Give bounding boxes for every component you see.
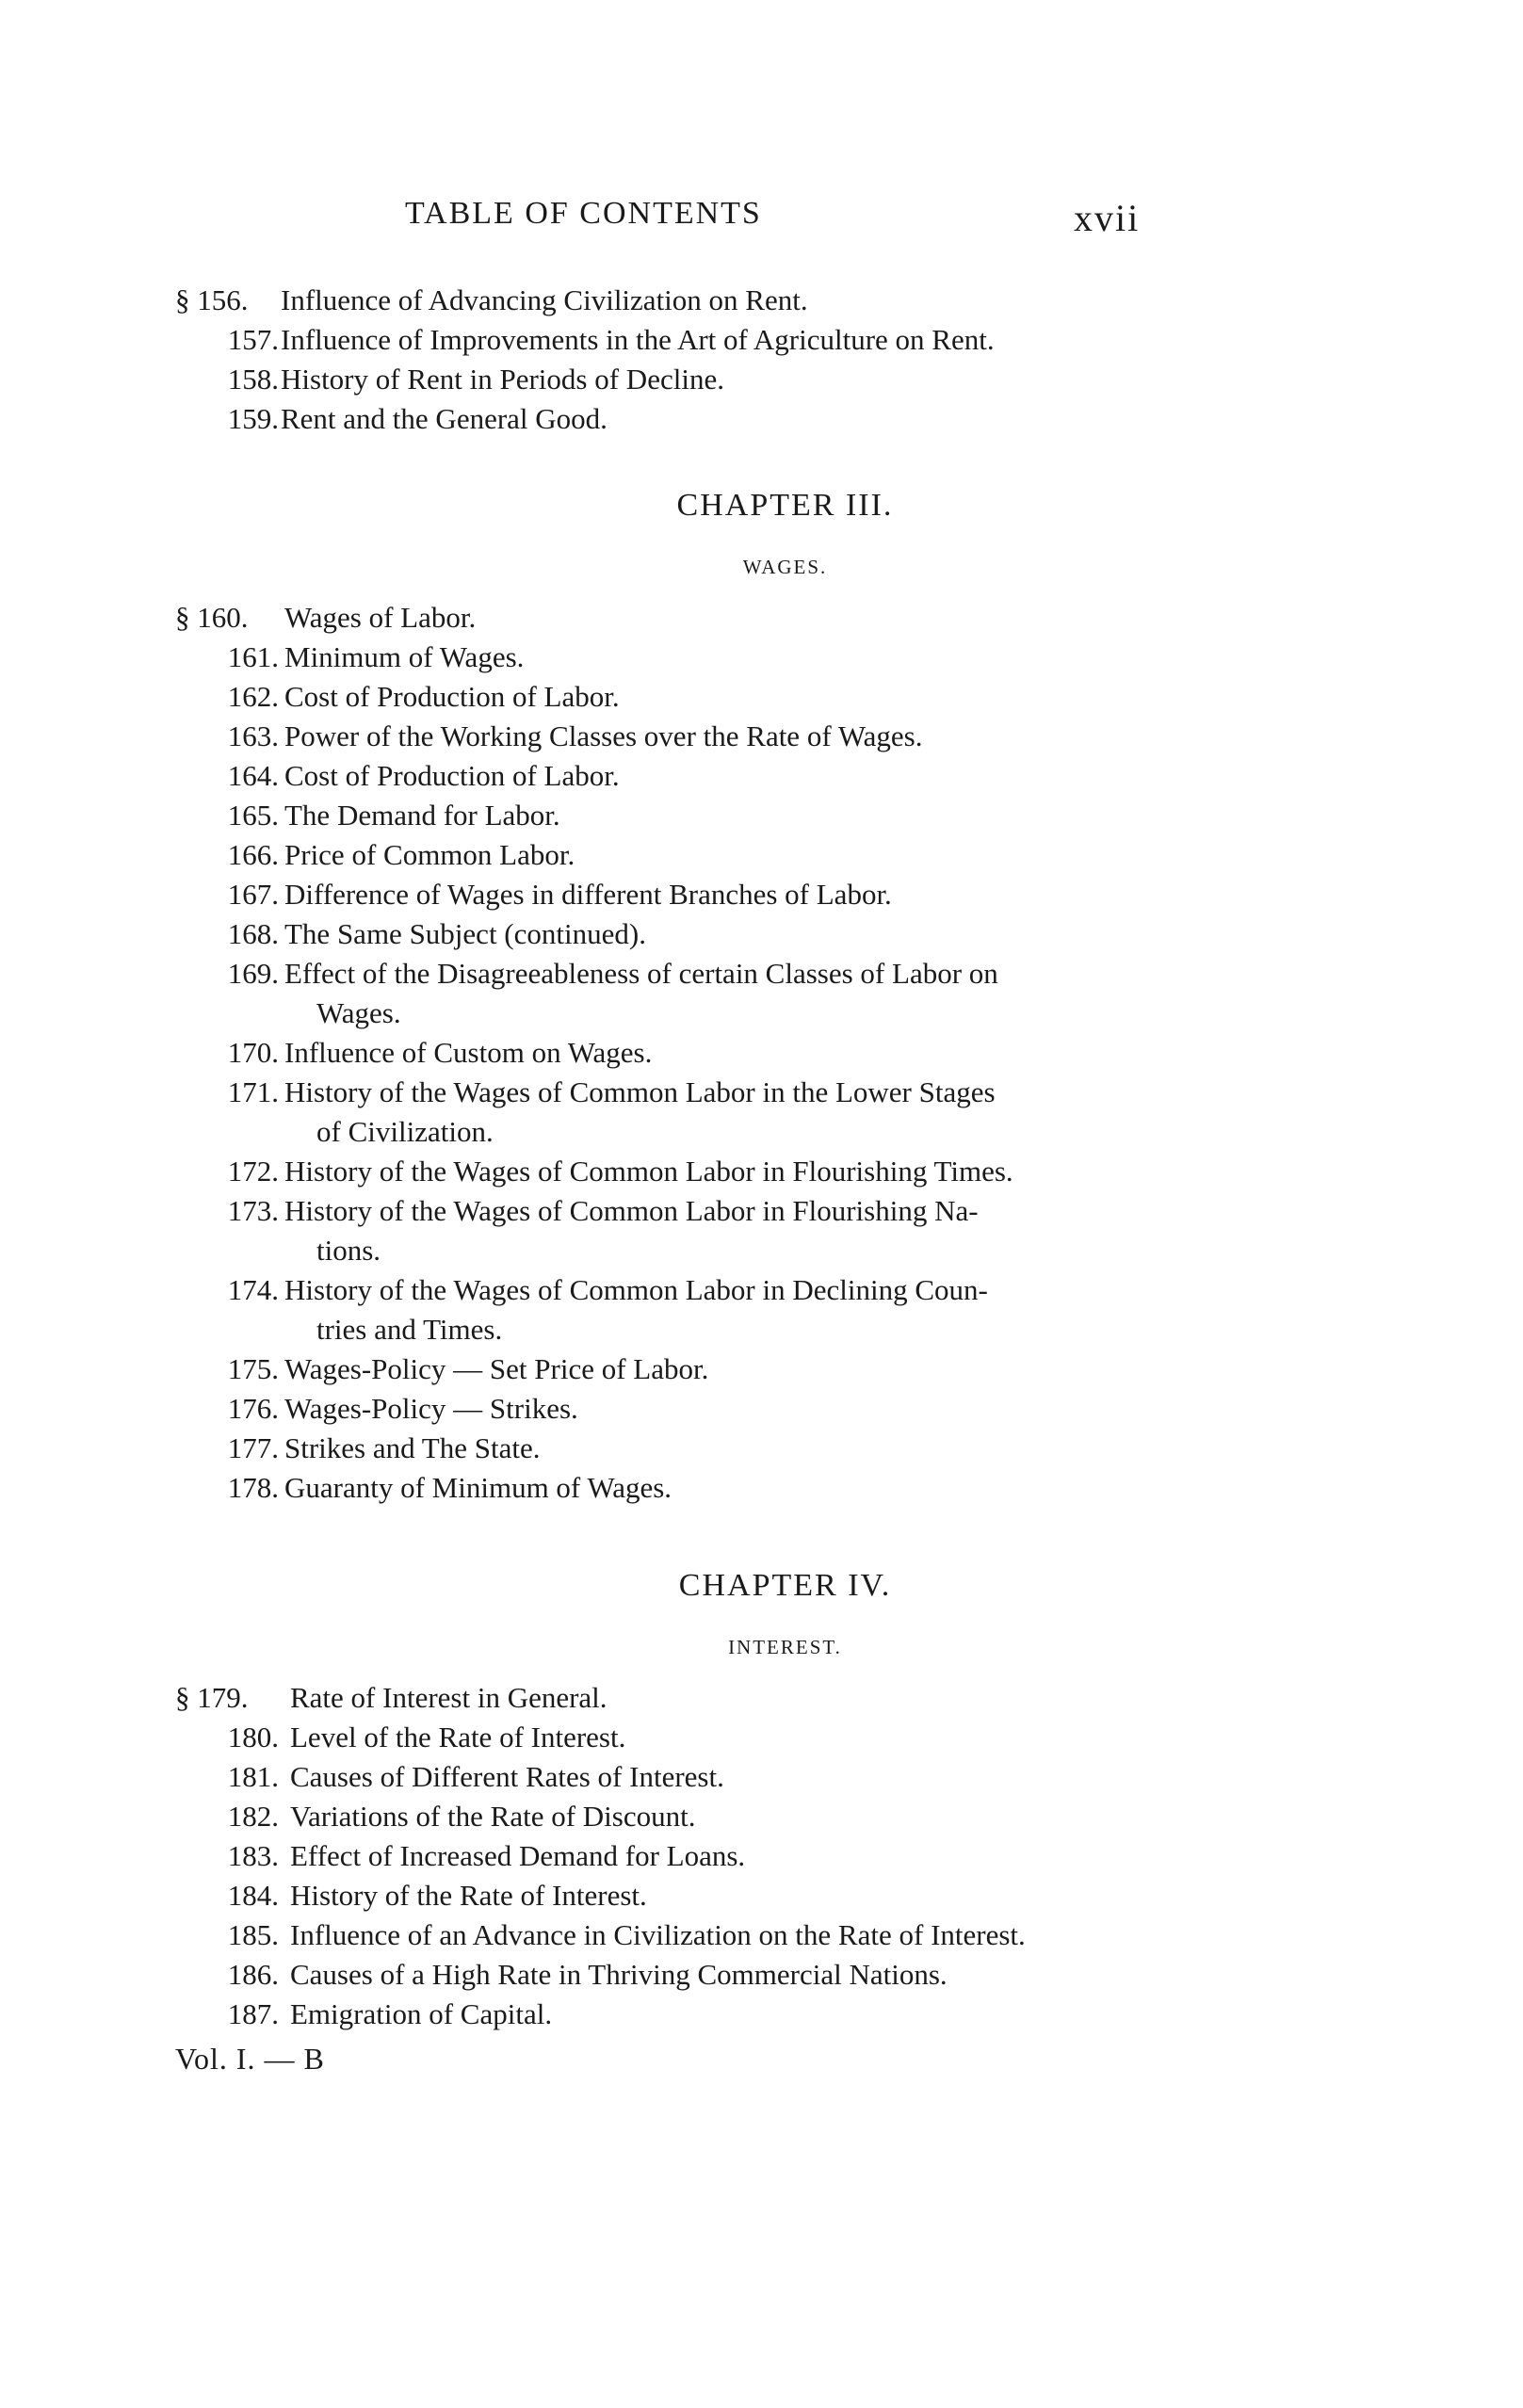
section-title: Influence of Advancing Civilization on Rent.	[281, 283, 808, 316]
section-title: Variations of the Rate of Discount.	[290, 1800, 696, 1833]
section-title: Strikes and The State.	[284, 1431, 541, 1464]
volume-signature: Vol. I. — B	[175, 2042, 325, 2076]
section-title: Wages-Policy — Set Price of Labor.	[284, 1352, 709, 1385]
chapter-4-subject: INTEREST.	[728, 1636, 842, 1658]
section-title: Minimum of Wages.	[284, 640, 525, 673]
section-number: 166.	[227, 838, 279, 871]
section-title: Causes of Different Rates of Interest.	[290, 1760, 724, 1793]
section-number: 181.	[227, 1760, 279, 1793]
section-number: 175.	[227, 1352, 279, 1385]
section-title-continued: of Civilization.	[316, 1115, 494, 1148]
section-number: 180.	[227, 1721, 279, 1753]
section-title: History of the Wages of Common Labor in Flourishing Na-	[284, 1194, 979, 1227]
section-number: 162.	[227, 680, 279, 713]
section-title: Influence of an Advance in Civilization on the Rate of Interest.	[290, 1918, 1026, 1951]
section-title: Difference of Wages in different Branches of Labor.	[284, 878, 892, 911]
section-number: 168.	[227, 917, 279, 950]
section-number: 186.	[227, 1958, 279, 1991]
section-number: 165.	[227, 799, 279, 832]
section-title: The Same Subject (continued).	[284, 917, 646, 950]
section-number: § 160.	[175, 601, 249, 634]
section-number: 183.	[227, 1839, 279, 1872]
section-number: 182.	[227, 1800, 279, 1833]
section-title: History of the Wages of Common Labor in Declining Coun-	[284, 1273, 988, 1306]
chapter-4-heading: CHAPTER IV.	[678, 1568, 892, 1603]
section-title: Cost of Production of Labor.	[284, 759, 620, 792]
section-title-continued: Wages.	[316, 996, 401, 1029]
section-number: 171.	[227, 1075, 279, 1108]
section-title: The Demand for Labor.	[284, 799, 560, 832]
section-title: Emigration of Capital.	[290, 1997, 553, 2030]
section-title: History of the Wages of Common Labor in Flourishing Times.	[284, 1155, 1013, 1188]
section-number: 173.	[227, 1194, 279, 1227]
section-number: 185.	[227, 1918, 279, 1951]
section-title: Effect of the Disagreeableness of certain Classes of Labor on	[284, 957, 998, 990]
section-title: History of the Wages of Common Labor in the Lower Stages	[284, 1075, 996, 1108]
section-number: 159.	[227, 402, 279, 435]
section-title: Causes of a High Rate in Thriving Commercial Nations.	[290, 1958, 948, 1991]
page-number: xvii	[1074, 197, 1141, 239]
section-title-continued: tries and Times.	[316, 1313, 503, 1346]
chapter-3-heading: CHAPTER III.	[676, 488, 894, 523]
section-title: Wages of Labor.	[284, 601, 477, 634]
section-title: History of Rent in Periods of Decline.	[281, 363, 724, 396]
section-number: 167.	[227, 878, 279, 911]
section-title: History of the Rate of Interest.	[290, 1879, 647, 1912]
section-number: 169.	[227, 957, 279, 990]
section-number: § 179.	[175, 1681, 249, 1714]
running-title: TABLE OF CONTENTS	[405, 196, 762, 231]
section-number: 161.	[227, 640, 279, 673]
section-title: Influence of Improvements in the Art of Agriculture on Rent.	[281, 323, 995, 356]
section-number: 178.	[227, 1471, 279, 1504]
chapter-3-subject: WAGES.	[742, 556, 828, 578]
section-number: 174.	[227, 1273, 279, 1306]
section-number: 176.	[227, 1392, 279, 1425]
section-title: Effect of Increased Demand for Loans.	[290, 1839, 746, 1872]
section-number: 177.	[227, 1431, 279, 1464]
section-number: 157.	[227, 323, 279, 356]
section-number: 172.	[227, 1155, 279, 1188]
section-title: Wages-Policy — Strikes.	[284, 1392, 578, 1425]
section-title: Power of the Working Classes over the Rate of Wages.	[284, 719, 923, 752]
section-title: Cost of Production of Labor.	[284, 680, 620, 713]
section-title: Level of the Rate of Interest.	[290, 1721, 626, 1753]
section-number: 170.	[227, 1036, 279, 1069]
section-title-continued: tions.	[316, 1234, 381, 1267]
section-number: 184.	[227, 1879, 279, 1912]
section-title: Price of Common Labor.	[284, 838, 575, 871]
section-title: Guaranty of Minimum of Wages.	[284, 1471, 672, 1504]
section-title: Rate of Interest in General.	[290, 1681, 608, 1714]
section-number: 163.	[227, 719, 279, 752]
section-title: Influence of Custom on Wages.	[284, 1036, 653, 1069]
section-number: 158.	[227, 363, 279, 396]
section-number: 187.	[227, 1997, 279, 2030]
section-number: § 156.	[175, 283, 249, 316]
section-title: Rent and the General Good.	[281, 402, 608, 435]
section-number: 164.	[227, 759, 279, 792]
